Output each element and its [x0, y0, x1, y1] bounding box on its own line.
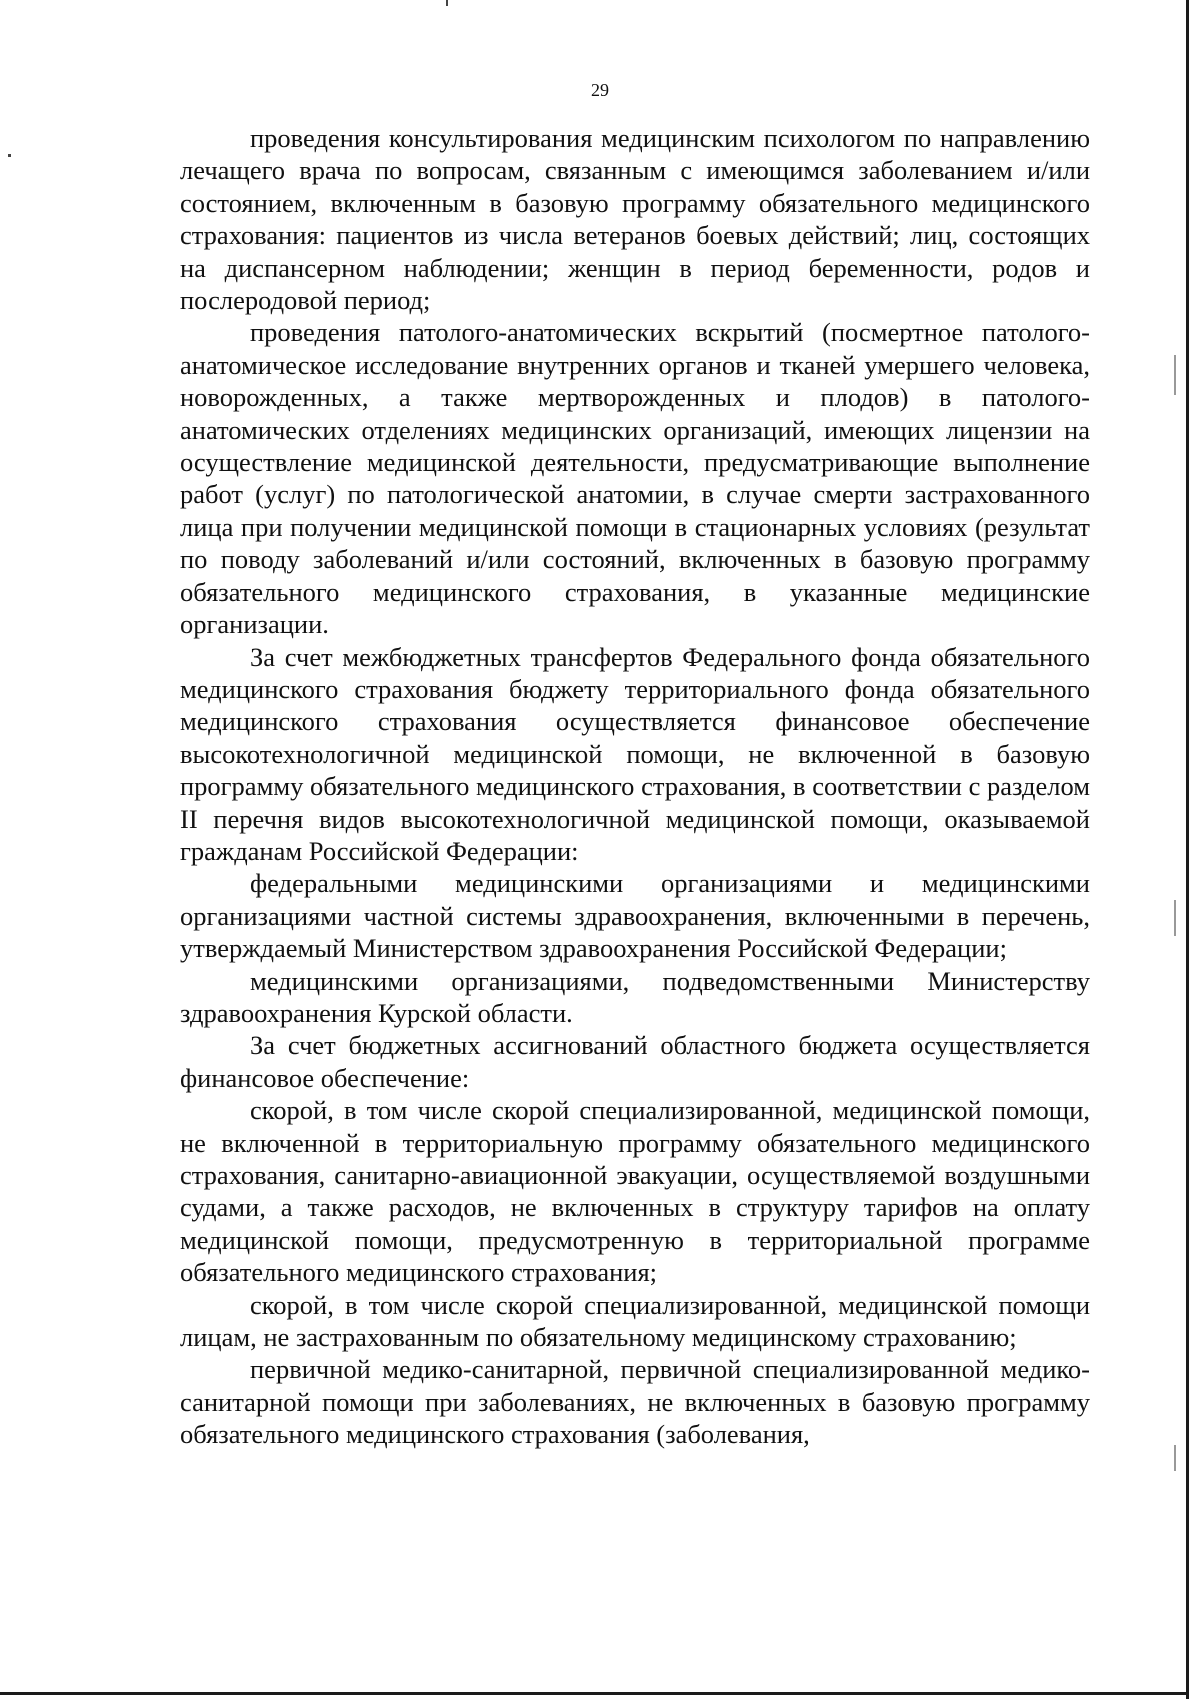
scan-mark [8, 154, 11, 157]
paragraph: первичной медико-санитарной, первичной специализированной медико-санитарной помощи при заболеваниях, не включенных в базовую программу обязательного медицинского страхования (заболевания, [180, 1354, 1090, 1450]
scan-edge-bottom [0, 1692, 1189, 1695]
paragraph: проведения консультирования медицинским психологом по направлению лечащего врача по вопросам, связанным с имеющимся заболеванием и/или состоянием, включенным в базовую программу обязательного медицинского страхования: пациентов из числа ветеранов боевых действий; лиц, состоящих на диспансерном наблюдении; женщин в период беременности, родов и послеродовой период; [180, 123, 1090, 316]
paragraph: За счет межбюджетных трансфертов Федерального фонда обязательного медицинского страхования бюджету территориального фонда обязательного медицинского страхования осуществляется финансовое обеспечение высокотехнологичной медицинской помощи, не включенной в базовую программу обязательного медицинского страхования, в соответствии с разделом II перечня видов высокотехнологичной медицинской помощи, оказываемой гражданам Российской Федерации: [180, 641, 1090, 866]
paragraph: скорой, в том числе скорой специализированной, медицинской помощи, не включенной в территориальную программу обязательного медицинского страхования, санитарно-авиационной эвакуации, осуществляемой воздушными судами, а также расходов, не включенных в структуру тарифов на оплату медицинской помощи, предусмотренную в территориальной программе обязательного медицинского страхования; [180, 1095, 1090, 1288]
scan-mark [1174, 1445, 1176, 1471]
document-body [180, 122, 1090, 1451]
scan-mark [1174, 900, 1176, 936]
scan-edge-right [1186, 0, 1189, 1699]
paragraph: За счет бюджетных ассигнований областного бюджета осуществляется финансовое обеспечение: [180, 1030, 1090, 1093]
paragraph: медицинскими организациями, подведомственными Министерству здравоохранения Курской области. [180, 965, 1090, 1028]
paragraph: федеральными медицинскими организациями и медицинскими организациями частной системы здравоохранения, включенными в перечень, утверждаемый Министерством здравоохранения Российской Федерации; [180, 868, 1090, 964]
page-number: 29 [591, 80, 609, 100]
paragraph: проведения патолого-анатомических вскрытий (посмертное патолого-анатомическое исследование внутренних органов и тканей умершего человека, новорожденных, а также мертворожденных и плодов) в патолого-анатомических отделениях медицинских организаций, имеющих лицензии на осуществление медицинской деятельности, предусматривающие выполнение работ (услуг) по патологической анатомии, в случае смерти застрахованного лица при получении медицинской помощи в стационарных условиях (результат по поводу заболеваний и/или состояний, включенных в базовую программу обязательного медицинского страхования, в указанные медицинские организации. [180, 317, 1090, 640]
scan-mark [446, 0, 448, 6]
scan-mark [1174, 355, 1176, 395]
paragraph: скорой, в том числе скорой специализированной, медицинской помощи лицам, не застрахованным по обязательному медицинскому страхованию; [180, 1289, 1090, 1353]
